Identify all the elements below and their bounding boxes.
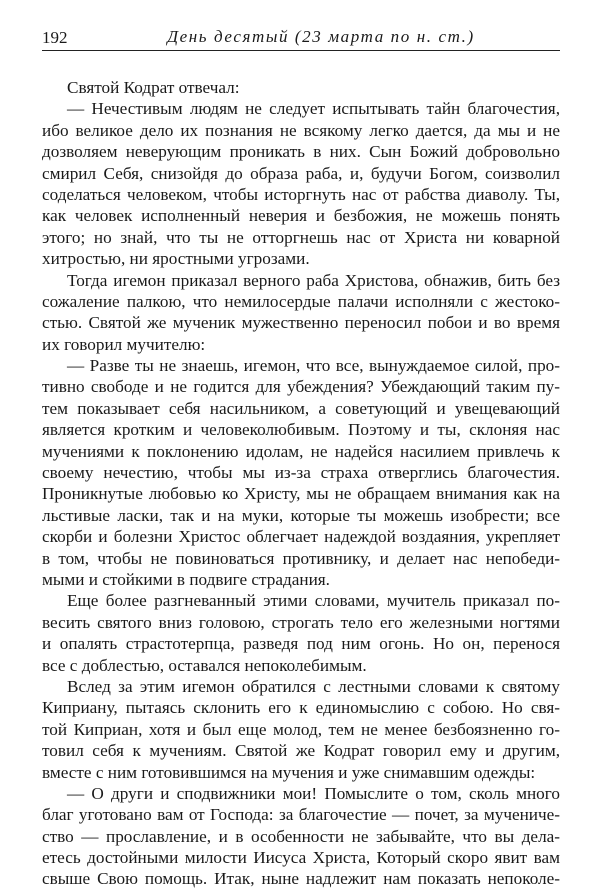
text-line: соделаться человеком, чтобы исторгнуть нас от рабства диаволу. Ты, [42,184,560,204]
text-line: Проникнутые любовью ко Христу, мы не обращаем внимания как на [42,484,560,504]
page-number: 192 [42,28,68,47]
text-line: Еще более разгневанный этими словами, мучитель приказал по- [67,591,560,611]
text-line: Киприану, пытаясь склонить его к единомыслию с собою. Но свя- [42,698,560,718]
text-line: мыми и стойкими в подвиге страдания. [42,569,330,589]
text-line: этого; но знай, что ты не отторгнешь нас от Христа ни коварной [42,227,560,247]
text-line: дозволяем неверующим проникать в них. Сын Божий добровольно [42,142,560,162]
text-line: является кротким и человеколюбивым. Поэтому и ты, склоняя нас [42,420,560,440]
text-line: свыше Свою помощь. Итак, ныне надлежит нам показать непоколе- [42,869,560,889]
paragraph [42,77,560,98]
text-line: Тогда игемон приказал верного раба Христова, обнажив, бить без [67,270,560,290]
text-line: мучениями к поклонению идолам, не надейся насилием привлечь к [42,441,560,461]
text-line: — Нечестивым людям не следует испытывать тайн благочестия, [67,99,560,119]
running-header [42,26,560,51]
text-line: сожаление палкою, что немилосердые палачи исполняли с жестоко- [42,291,560,311]
text-line: той Киприан, хотя и был еще молод, тем не менее безбоязненно го- [42,719,560,739]
text-line: етесь достойными милости Иисуса Христа, Который скоро явит вам [42,848,560,868]
text-line: — Разве ты не знаешь, игемон, что все, вынуждаемое силой, про- [67,356,560,376]
text-line: ибо великое дело их познания не всякому легко дается, да мы и не [42,120,560,140]
text-line: вместе с ним готовившимся на мучения и уже снимавшим одежды: [42,762,536,782]
text-line: Вслед за этим игемон обратился с лестными словами к святому [67,676,560,696]
running-title: День десятый (23 марта по н. ст.) [167,27,475,46]
text-line: тивно свободе и не годится для убеждения? Убеждающий таким пу- [42,377,560,397]
text-line: тем показывает себя насильником, а советующий и увещевающий [42,398,560,418]
text-line: все с доблестью, оставался непоколебимым. [42,655,367,675]
text-line: Святой Кодрат отвечал: [67,78,240,97]
paragraph [42,676,560,783]
paragraph [42,355,560,590]
text-line: льстивые ласки, так и на муки, которые ты можешь изобрести; все [42,505,560,525]
text-line: весить святого вниз головою, строгать тело его железными ногтями [42,612,560,632]
text-line: и опалять страстотерпца, разведя под ним огонь. Но он, перенося [42,634,560,654]
text-line: их говорил мучителю: [42,334,206,354]
text-line: как человек исполненный неверия и безбожия, не можешь понять [42,206,560,226]
text-line: в том, чтобы не повиноваться противнику, и делает нас непобеди- [42,548,560,568]
paragraph [42,783,560,890]
paragraph [42,270,560,356]
text-line: благ уготовано вам от Господа: за благочестие — почет, за мучениче- [42,805,560,825]
text-line: стью. Святой же мученик мужественно переносил побои и во время [42,313,560,333]
text-line: своему нечестию, чтобы мы из-за страха отверглись благочестия. [42,463,560,483]
text-line: скорби и болезни Христос облегчает надеждой воздаяния, укрепляет [42,527,560,547]
paragraph [42,590,560,676]
text-line: хитростью, ни яростными угрозами. [42,249,310,269]
text-line: смирил Себя, снизойдя до образа раба, и, будучи Богом, соизволил [42,163,560,183]
text-line: товил себя к мучениям. Святой же Кодрат говорил ему и другим, [42,741,560,761]
page-body-text [42,77,560,890]
text-line: ство — прославление, и в особенности не забывайте, что вы дела- [42,826,560,846]
text-line: — О други и сподвижники мои! Помыслите о том, сколь много [67,783,560,803]
paragraph [42,98,560,269]
